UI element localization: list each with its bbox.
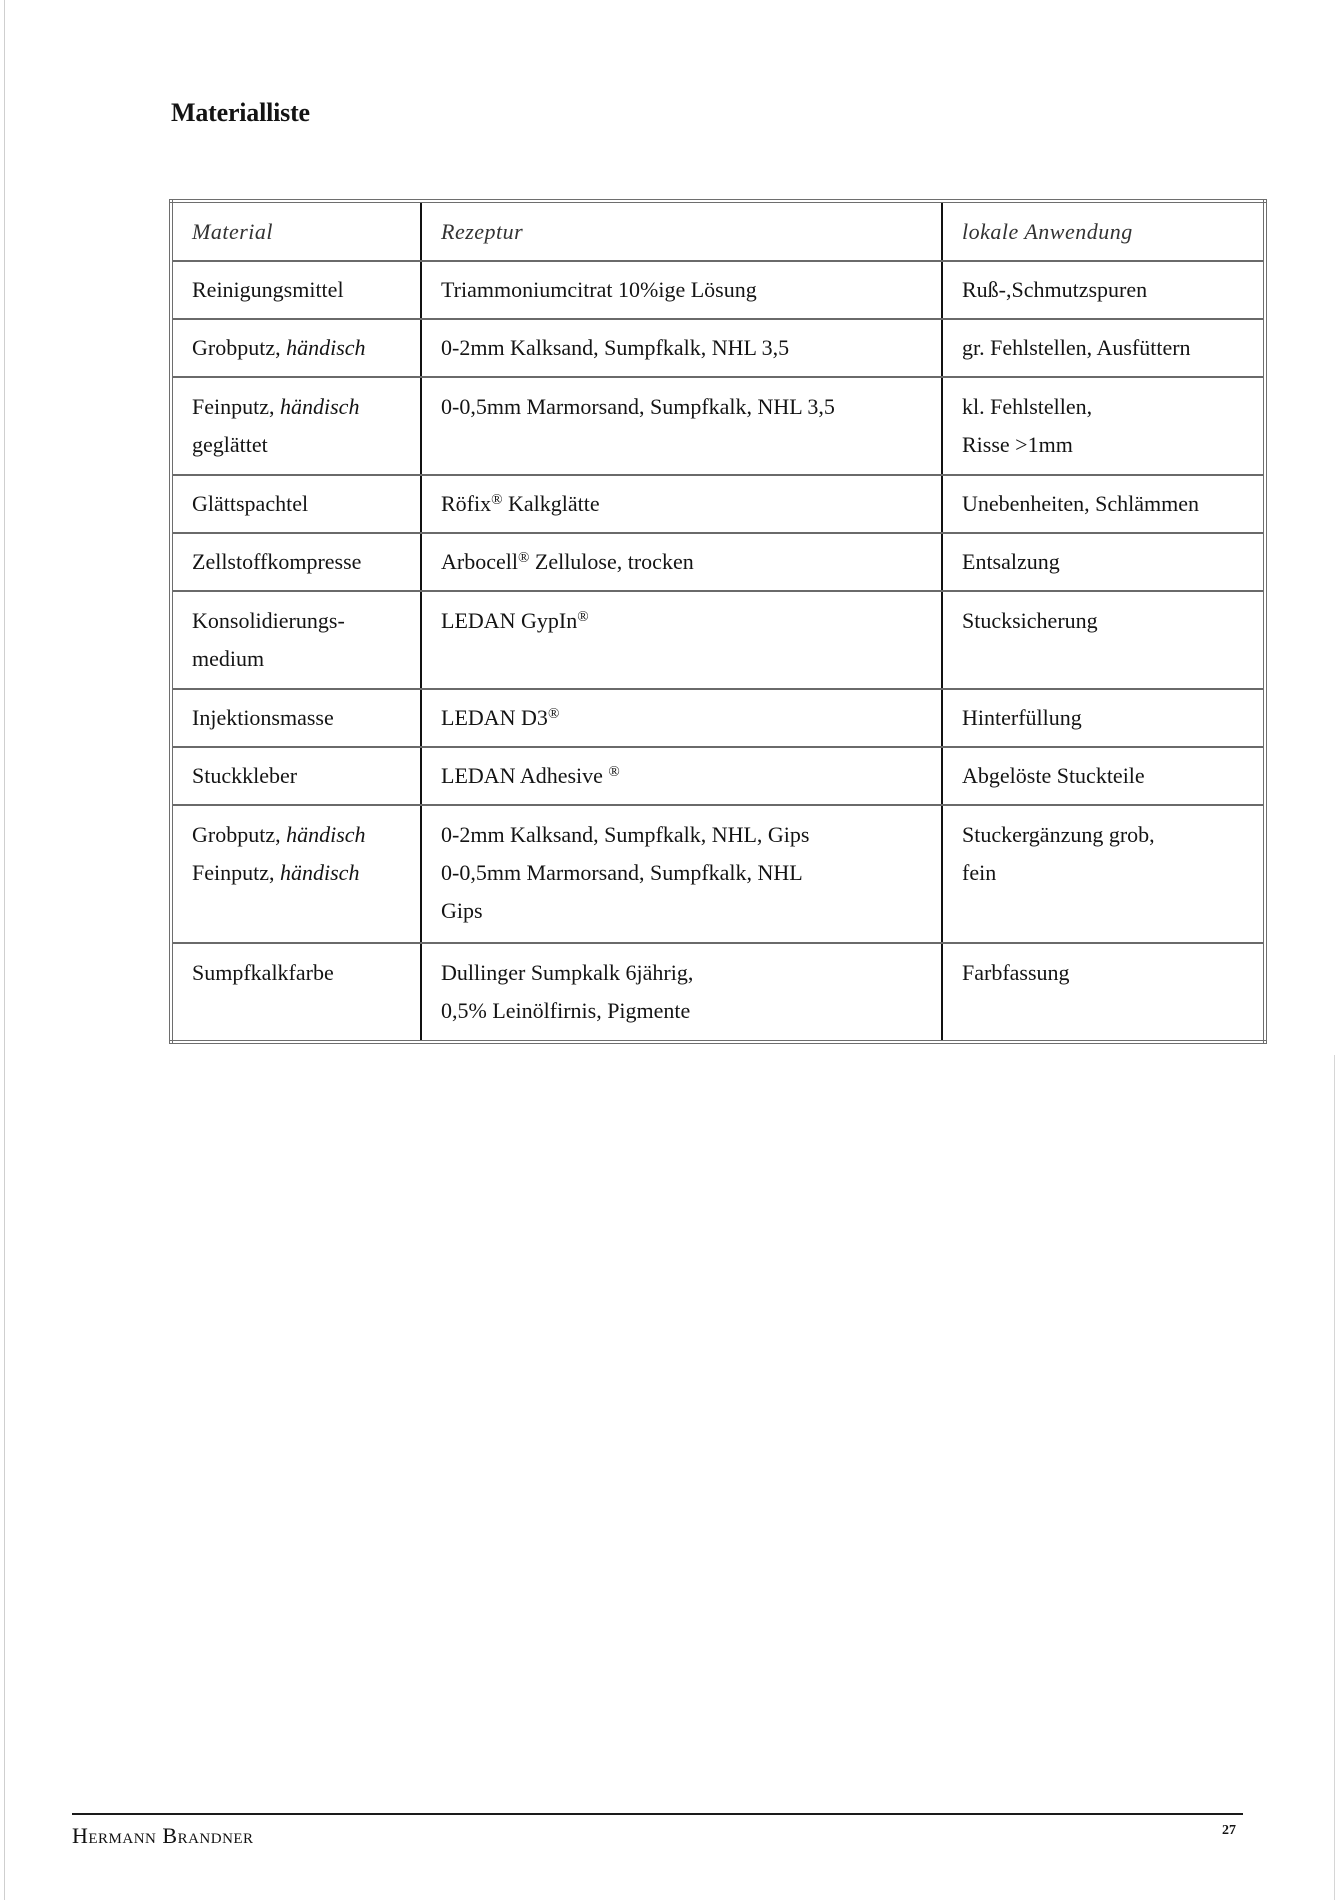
cell-text: LEDAN Adhesive bbox=[441, 763, 609, 788]
cell-text: Arbocell bbox=[441, 549, 518, 574]
cell-material bbox=[171, 591, 421, 689]
cell-text: Gips bbox=[441, 898, 483, 923]
cell-text: medium bbox=[192, 646, 265, 671]
registered-mark: ® bbox=[577, 609, 589, 625]
cell-line bbox=[441, 757, 929, 795]
cell-line bbox=[441, 329, 929, 367]
cell-text: 0-0,5mm Marmorsand, Sumpfkalk, NHL bbox=[441, 860, 803, 885]
cell-line bbox=[441, 992, 929, 1030]
cell-anwendung bbox=[942, 533, 1265, 591]
table-row bbox=[171, 805, 1265, 943]
cell-line bbox=[441, 699, 929, 737]
cell-text: Entsalzung bbox=[962, 549, 1060, 574]
table-row bbox=[171, 689, 1265, 747]
cell-line bbox=[441, 954, 929, 992]
cell-line bbox=[962, 602, 1251, 640]
cell-text: Hinterfüllung bbox=[962, 705, 1082, 730]
table-row bbox=[171, 591, 1265, 689]
cell-material bbox=[171, 689, 421, 747]
cell-material bbox=[171, 943, 421, 1042]
cell-text: Stuckkleber bbox=[192, 763, 298, 788]
cell-rezeptur bbox=[421, 475, 942, 533]
cell-anwendung bbox=[942, 377, 1265, 475]
cell-text: Farbfassung bbox=[962, 960, 1070, 985]
cell-line bbox=[962, 954, 1251, 992]
cell-text: Ruß-,Schmutzspuren bbox=[962, 277, 1148, 302]
table-row bbox=[171, 943, 1265, 1042]
cell-text: Risse >1mm bbox=[962, 432, 1073, 457]
page-edge-right bbox=[1334, 1055, 1335, 1900]
column-header-material: Material bbox=[171, 201, 421, 261]
cell-anwendung bbox=[942, 689, 1265, 747]
cell-line bbox=[192, 854, 408, 892]
cell-text-italic: händisch bbox=[280, 394, 360, 419]
cell-line bbox=[962, 854, 1251, 892]
cell-line bbox=[962, 757, 1251, 795]
table-row bbox=[171, 319, 1265, 377]
cell-line bbox=[962, 426, 1251, 464]
cell-line bbox=[441, 602, 929, 640]
cell-line bbox=[441, 816, 929, 854]
cell-rezeptur bbox=[421, 943, 942, 1042]
cell-text: gr. Fehlstellen, Ausfüttern bbox=[962, 335, 1191, 360]
registered-mark: ® bbox=[547, 706, 560, 722]
cell-material bbox=[171, 747, 421, 805]
cell-rezeptur bbox=[421, 591, 942, 689]
table-header-row bbox=[171, 201, 1265, 261]
cell-line bbox=[192, 640, 408, 678]
table-body bbox=[171, 261, 1265, 1042]
cell-line bbox=[962, 329, 1251, 367]
cell-anwendung bbox=[942, 943, 1265, 1042]
cell-text: Grobputz, bbox=[192, 335, 287, 360]
table-row bbox=[171, 533, 1265, 591]
cell-text: Unebenheiten, Schlämmen bbox=[962, 491, 1200, 516]
cell-line bbox=[192, 485, 408, 523]
cell-line bbox=[962, 485, 1251, 523]
cell-line bbox=[192, 816, 408, 854]
cell-line bbox=[441, 271, 929, 309]
cell-text: 0-2mm Kalksand, Sumpfkalk, NHL 3,5 bbox=[441, 335, 790, 360]
cell-text-italic: händisch bbox=[286, 335, 366, 360]
cell-text: fein bbox=[962, 860, 997, 885]
table-row bbox=[171, 747, 1265, 805]
cell-line bbox=[192, 271, 408, 309]
cell-rezeptur bbox=[421, 805, 942, 943]
cell-line bbox=[192, 757, 408, 795]
cell-line bbox=[192, 954, 408, 992]
cell-anwendung bbox=[942, 805, 1265, 943]
cell-text: Feinputz, bbox=[192, 394, 280, 419]
cell-anwendung bbox=[942, 747, 1265, 805]
cell-line bbox=[192, 543, 408, 581]
cell-material bbox=[171, 533, 421, 591]
cell-text: Triammoniumcitrat 10%ige Lösung bbox=[441, 277, 757, 302]
cell-text: Abgelöste Stuckteile bbox=[962, 763, 1145, 788]
column-header-anwendung: lokale Anwendung bbox=[942, 201, 1265, 261]
cell-line bbox=[192, 602, 408, 640]
cell-rezeptur bbox=[421, 319, 942, 377]
cell-text: Stucksicherung bbox=[962, 608, 1098, 633]
cell-material bbox=[171, 377, 421, 475]
cell-line bbox=[192, 329, 408, 367]
table-row bbox=[171, 475, 1265, 533]
cell-material bbox=[171, 805, 421, 943]
cell-line bbox=[192, 426, 408, 464]
cell-line bbox=[192, 388, 408, 426]
cell-text: Stuckergänzung grob, bbox=[962, 822, 1155, 847]
cell-line bbox=[962, 816, 1251, 854]
table-row bbox=[171, 377, 1265, 475]
registered-mark: ® bbox=[608, 764, 620, 780]
cell-text: kl. Fehlstellen, bbox=[962, 394, 1093, 419]
cell-line bbox=[962, 271, 1251, 309]
cell-text: 0,5% Leinölfirnis, Pigmente bbox=[441, 998, 691, 1023]
cell-material bbox=[171, 319, 421, 377]
cell-text: Injektionsmasse bbox=[192, 705, 334, 730]
footer-author: Hermann Brandner bbox=[72, 1823, 254, 1848]
cell-text: LEDAN GypIn bbox=[441, 608, 578, 633]
cell-text: Glättspachtel bbox=[192, 491, 309, 516]
cell-text: Dullinger Sumpkalk 6jährig, bbox=[441, 960, 694, 985]
cell-text: Grobputz, bbox=[192, 822, 287, 847]
cell-text: Kalkglätte bbox=[502, 491, 600, 516]
cell-text: geglättet bbox=[192, 432, 268, 457]
cell-line bbox=[441, 892, 929, 930]
cell-line bbox=[441, 485, 929, 523]
cell-material bbox=[171, 261, 421, 319]
page-title: Materialliste bbox=[171, 98, 310, 127]
materials-table bbox=[169, 199, 1267, 1044]
page-edge-left bbox=[4, 0, 5, 1900]
footer-rule bbox=[72, 1813, 1243, 1815]
cell-line bbox=[192, 699, 408, 737]
cell-anwendung bbox=[942, 475, 1265, 533]
cell-rezeptur bbox=[421, 261, 942, 319]
cell-text: 0-0,5mm Marmorsand, Sumpfkalk, NHL 3,5 bbox=[441, 394, 835, 419]
cell-rezeptur bbox=[421, 533, 942, 591]
cell-line bbox=[962, 543, 1251, 581]
registered-mark: ® bbox=[517, 550, 530, 566]
cell-text-italic: händisch bbox=[286, 822, 366, 847]
cell-line bbox=[441, 854, 929, 892]
cell-anwendung bbox=[942, 261, 1265, 319]
cell-line bbox=[962, 699, 1251, 737]
page-number: 27 bbox=[1222, 1823, 1236, 1838]
cell-text: 0-2mm Kalksand, Sumpfkalk, NHL, Gips bbox=[441, 822, 810, 847]
cell-text: LEDAN D3 bbox=[441, 705, 548, 730]
cell-anwendung bbox=[942, 319, 1265, 377]
cell-line bbox=[441, 543, 929, 581]
cell-text: Konsolidierungs- bbox=[192, 608, 345, 633]
cell-line bbox=[441, 388, 929, 426]
cell-text: Reinigungsmittel bbox=[192, 277, 344, 302]
cell-material bbox=[171, 475, 421, 533]
cell-rezeptur bbox=[421, 747, 942, 805]
cell-text: Feinputz, bbox=[192, 860, 280, 885]
column-header-rezeptur: Rezeptur bbox=[421, 201, 942, 261]
cell-rezeptur bbox=[421, 689, 942, 747]
cell-anwendung bbox=[942, 591, 1265, 689]
cell-text: Zellstoffkompresse bbox=[192, 549, 362, 574]
registered-mark: ® bbox=[491, 492, 503, 508]
cell-rezeptur bbox=[421, 377, 942, 475]
cell-text: Zellulose, trocken bbox=[529, 549, 694, 574]
table-row bbox=[171, 261, 1265, 319]
cell-line bbox=[962, 388, 1251, 426]
cell-text-italic: händisch bbox=[280, 860, 360, 885]
cell-text: Röfix bbox=[441, 491, 492, 516]
cell-text: Sumpfkalkfarbe bbox=[192, 960, 334, 985]
